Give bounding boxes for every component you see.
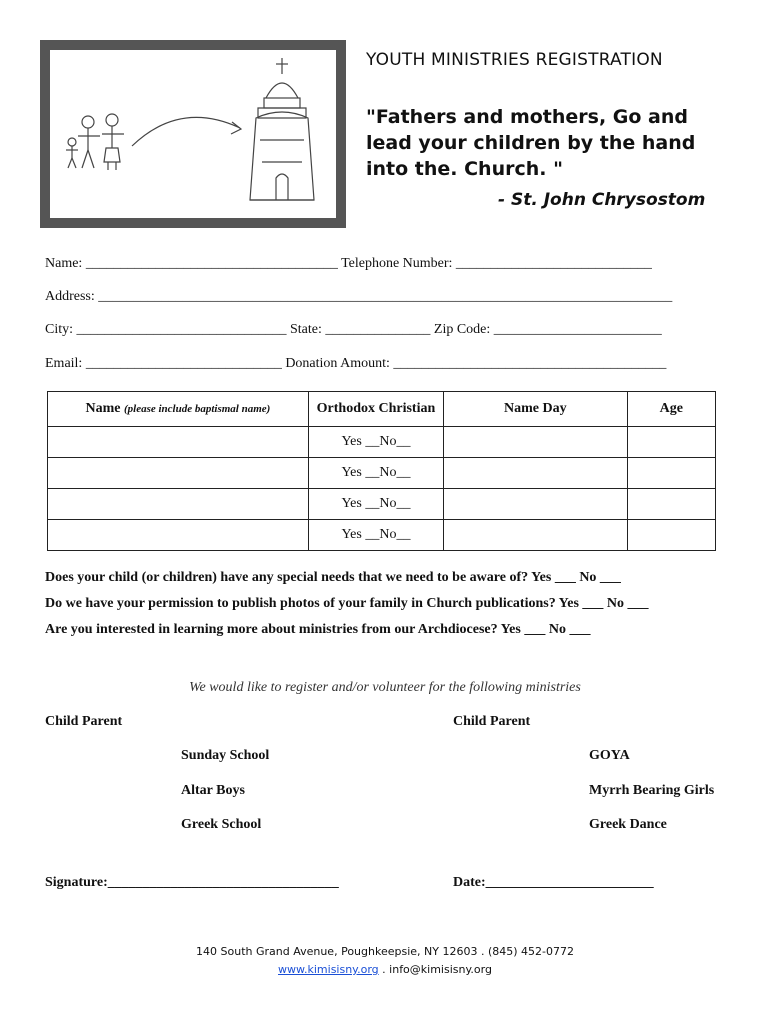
child-name-cell[interactable] xyxy=(48,520,309,551)
orthodox-cell[interactable]: Yes __No__ xyxy=(308,458,443,489)
illustration-frame xyxy=(40,40,346,228)
footer-address: 140 South Grand Avenue, Poughkeepsie, NY 12603 . (845) 452-0772 xyxy=(196,945,574,958)
age-cell[interactable] xyxy=(627,427,715,458)
name-header-note: (please include baptismal name) xyxy=(123,403,271,415)
child-name-cell[interactable] xyxy=(48,458,309,489)
archdiocese-question[interactable]: Are you interested in learning more about ministries from our Archdiocese? Yes ___ No ___ xyxy=(45,622,591,637)
table-row xyxy=(48,458,716,489)
photo-permission-question[interactable]: Do we have your permission to publish photos of your family in Church publications? Yes ___ No ___ xyxy=(45,596,649,611)
signature-field[interactable]: Signature:_________________________________ xyxy=(45,875,339,890)
child-name-cell[interactable] xyxy=(48,489,309,520)
name-day-cell[interactable] xyxy=(444,458,628,489)
ministry-goya[interactable]: GOYA xyxy=(589,748,630,763)
ministries-intro: We would like to register and/or volunteer for the following ministries xyxy=(189,680,581,695)
right-child-parent-header: Child Parent xyxy=(453,714,531,729)
footer-email: . info@kimisisny.org xyxy=(378,963,492,976)
name-day-cell[interactable] xyxy=(444,427,628,458)
age-cell[interactable] xyxy=(627,520,715,551)
name-day-cell[interactable] xyxy=(444,489,628,520)
table-row xyxy=(48,489,716,520)
name-day-cell[interactable] xyxy=(444,520,628,551)
special-needs-question[interactable]: Does your child (or children) have any special needs that we need to be aware of? Yes ___ No ___ xyxy=(45,570,621,585)
col-header-orthodox: Orthodox Christian xyxy=(308,392,443,427)
col-header-name-day: Name Day xyxy=(444,392,628,427)
name-header-label: Name xyxy=(85,401,121,416)
age-cell[interactable] xyxy=(627,458,715,489)
address-field[interactable]: Address: __________________________________________________________________________________ xyxy=(45,289,673,304)
child-name-cell[interactable] xyxy=(48,427,309,458)
ministry-altar-boys[interactable]: Altar Boys xyxy=(181,783,245,798)
table-row xyxy=(48,520,716,551)
ministry-myrrh-bearing-girls[interactable]: Myrrh Bearing Girls xyxy=(589,783,715,798)
col-header-age: Age xyxy=(627,392,715,427)
age-cell[interactable] xyxy=(627,489,715,520)
email-donation-field[interactable]: Email: ____________________________ Donation Amount: _______________________________________ xyxy=(45,356,667,371)
form-title: YOUTH MINISTRIES REGISTRATION xyxy=(366,50,663,70)
col-header-name xyxy=(48,392,309,427)
orthodox-cell[interactable]: Yes __No__ xyxy=(308,427,443,458)
footer-contact xyxy=(0,963,770,976)
ministry-greek-school[interactable]: Greek School xyxy=(181,817,262,832)
orthodox-cell[interactable]: Yes __No__ xyxy=(308,489,443,520)
website-link[interactable]: www.kimisisny.org xyxy=(278,963,379,976)
date-field[interactable]: Date:________________________ xyxy=(453,875,654,890)
quote-attribution: - St. John Chrysostom xyxy=(498,190,706,210)
left-child-parent-header: Child Parent xyxy=(45,714,123,729)
table-header-row xyxy=(48,392,716,427)
name-phone-field[interactable]: Name: ____________________________________ Telephone Number: ____________________________ xyxy=(45,256,652,271)
children-table xyxy=(47,391,716,551)
orthodox-cell[interactable]: Yes __No__ xyxy=(308,520,443,551)
ministry-sunday-school[interactable]: Sunday School xyxy=(181,748,270,763)
family-to-church-drawing xyxy=(50,50,336,218)
city-state-zip-field[interactable]: City: ______________________________ State: _______________ Zip Code: ________________________ xyxy=(45,322,662,337)
family-church-sketch-icon xyxy=(50,50,336,218)
table-row xyxy=(48,427,716,458)
quote-text: "Fathers and mothers, Go and lead your children by the hand into the. Church. " xyxy=(366,106,696,180)
ministry-greek-dance[interactable]: Greek Dance xyxy=(589,817,667,832)
